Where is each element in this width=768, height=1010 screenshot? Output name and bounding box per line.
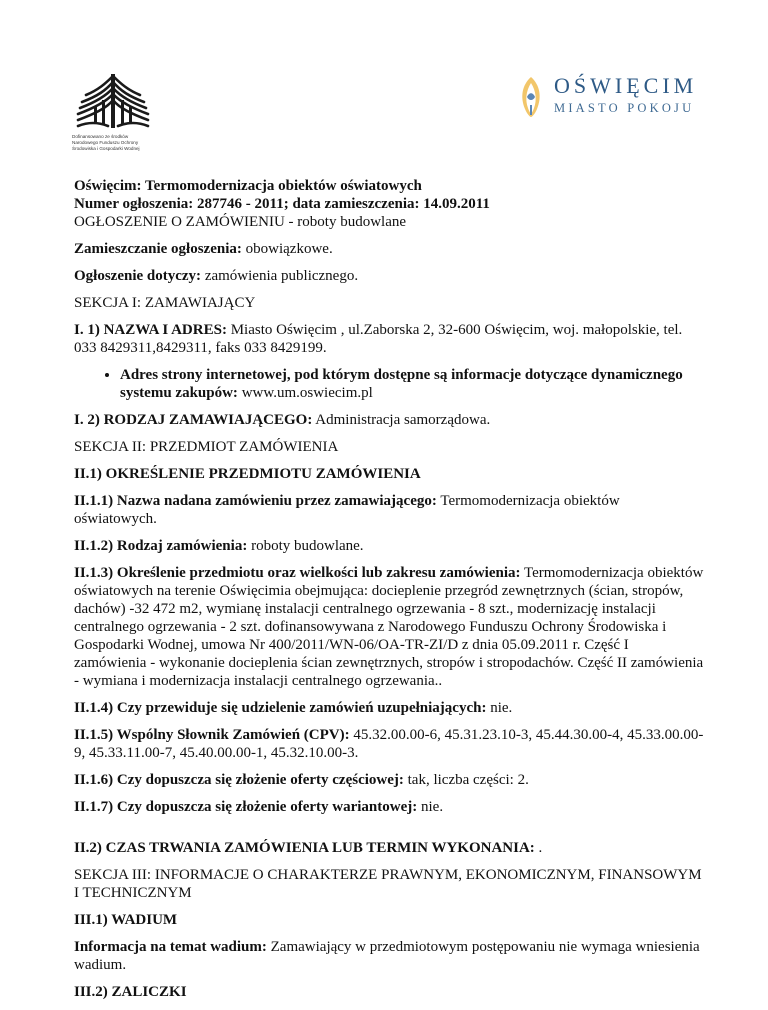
order-kind-label: II.1.2) Rodzaj zamówienia:: [74, 538, 248, 554]
nfosigw-logo: [72, 70, 154, 170]
concerns-label: Ogłoszenie dotyczy:: [74, 268, 202, 284]
duration-field: [74, 839, 704, 857]
order-scope-label: II.1.3) Określenie przedmiotu oraz wielkości lub zakresu zamówienia:: [74, 565, 521, 581]
contracting-kind-field: [74, 411, 704, 429]
supplement-label: II.1.4) Czy przewiduje się udzielenie zamówień uzupełniających:: [74, 700, 487, 716]
section-2-heading: SEKCJA II: PRZEDMIOT ZAMÓWIENIA: [74, 439, 339, 455]
oswiecim-emblem-icon: [516, 75, 546, 119]
order-scope-value: Termomodernizacja obiektów oświatowych na terenie Oświęcimia obejmująca: docieplenie przegród zewnętrznych (ścian, stropów, dachów) -32 472 m2, wymianę instalacji centralnego ogrzewania - 8 szt., modernizację instalacji centralnego ogrzewania - 2 szt. dofinansowywana z Narodowego Funduszu Ochrony Środowiska i Gospodarki Wodnej, umowa Nr 400/2011/WN-06/OA-TR-ZI/D z dnia 05.09.2011 r. Część I zamówienia - wykonanie docieplenia ścian zewnętrznych, stropów i stropodachów. Część II zamówienia - wymiana i modernizacja instalacji centralnego ogrzewania..: [74, 565, 704, 689]
section-3-heading: SEKCJA III: INFORMACJE O CHARAKTERZE PRAWNYM, EKONOMICZNYM, FINANSOWYM I TECHNICZNYM: [74, 867, 702, 901]
partial-offer-value: tak, liczba części: 2.: [407, 772, 529, 788]
order-scope-field: [74, 564, 704, 690]
notice-title: Oświęcim: Termomodernizacja obiektów oświatowych: [74, 178, 422, 194]
order-kind-field: [74, 537, 704, 555]
contracting-name-label: I. 1) NAZWA I ADRES:: [74, 322, 227, 338]
website-link[interactable]: www.um.oswiecim.pl: [241, 385, 373, 401]
contracting-kind-value: Administracja samorządowa.: [315, 412, 491, 428]
notice-header: [74, 177, 704, 231]
order-name-label: II.1.1) Nazwa nadana zamówieniu przez zamawiającego:: [74, 493, 437, 509]
duration-label: II.2) CZAS TRWANIA ZAMÓWIENIA LUB TERMIN WYKONANIA:: [74, 840, 535, 856]
website-label: Adres strony internetowej, pod którym dostępne są informacje dotyczące dynamicznego systemu zakupów:: [120, 367, 683, 401]
deposit-field: [74, 938, 704, 974]
deposit-heading: III.1) WADIUM: [74, 912, 178, 928]
contracting-kind-label: I. 2) RODZAJ ZAMAWIAJĄCEGO:: [74, 412, 313, 428]
notice-type: OGŁOSZENIE O ZAMÓWIENIU - roboty budowlane: [74, 214, 407, 230]
oswiecim-motto: MIASTO POKOJU: [554, 101, 695, 115]
supplement-value: nie.: [490, 700, 513, 716]
duration-value: .: [538, 840, 543, 856]
oswiecim-city-name: OŚWIĘCIM: [554, 73, 698, 98]
cpv-label: II.1.5) Wspólny Słownik Zamówień (CPV):: [74, 727, 350, 743]
cpv-value: 45.32.00.00-6, 45.31.23.10-3, 45.44.30.00-4, 45.33.00.00-9, 45.33.11.00-7, 45.40.00.00-1, 45.32.10.00-3.: [74, 727, 704, 761]
notice-number: Numer ogłoszenia: 287746 - 2011; data zamieszczenia: 14.09.2011: [74, 196, 490, 212]
concerns-value: zamówienia publicznego.: [204, 268, 359, 284]
contracting-bullets: [74, 366, 704, 402]
supplement-field: [74, 699, 704, 717]
section-1-heading: SEKCJA I: ZAMAWIAJĄCY: [74, 295, 256, 311]
subject-heading: II.1) OKREŚLENIE PRZEDMIOTU ZAMÓWIENIA: [74, 466, 421, 482]
posting-field: [74, 240, 704, 258]
nfosigw-caption: Dofinansowano ze środków Narodowego Funduszu Ochrony Środowiska i Gospodarki Wodnej: [72, 134, 140, 151]
cpv-field: [74, 726, 704, 762]
partial-offer-field: [74, 771, 704, 789]
variant-offer-value: nie.: [421, 799, 444, 815]
variant-offer-field: [74, 798, 704, 816]
concerns-field: [74, 267, 704, 285]
deposit-label: Informacja na temat wadium:: [74, 939, 267, 955]
posting-label: Zamieszczanie ogłoszenia:: [74, 241, 242, 257]
deposit-value: Zamawiający w przedmiotowym postępowaniu nie wymaga wniesienia wadium.: [74, 939, 700, 973]
contracting-name-field: [74, 321, 704, 357]
variant-offer-label: II.1.7) Czy dopuszcza się złożenie oferty wariantowej:: [74, 799, 418, 815]
partial-offer-label: II.1.6) Czy dopuszcza się złożenie oferty częściowej:: [74, 772, 404, 788]
website-bullet: [120, 366, 704, 402]
spacer: [74, 825, 704, 839]
notice-body: [74, 177, 704, 1010]
nfosigw-emblem-icon: [72, 70, 154, 132]
order-name-field: [74, 492, 704, 528]
order-kind-value: roboty budowlane.: [251, 538, 364, 554]
contracting-name-value: Miasto Oświęcim , ul.Zaborska 2, 32-600 Oświęcim, woj. małopolskie, tel. 033 8429311,8429311, faks 033 8429199.: [74, 322, 683, 356]
oswiecim-logo: [516, 73, 706, 123]
order-name-value: Termomodernizacja obiektów oświatowych.: [74, 493, 620, 527]
advances-heading: III.2) ZALICZKI: [74, 984, 187, 1000]
posting-value: obowiązkowe.: [245, 241, 333, 257]
